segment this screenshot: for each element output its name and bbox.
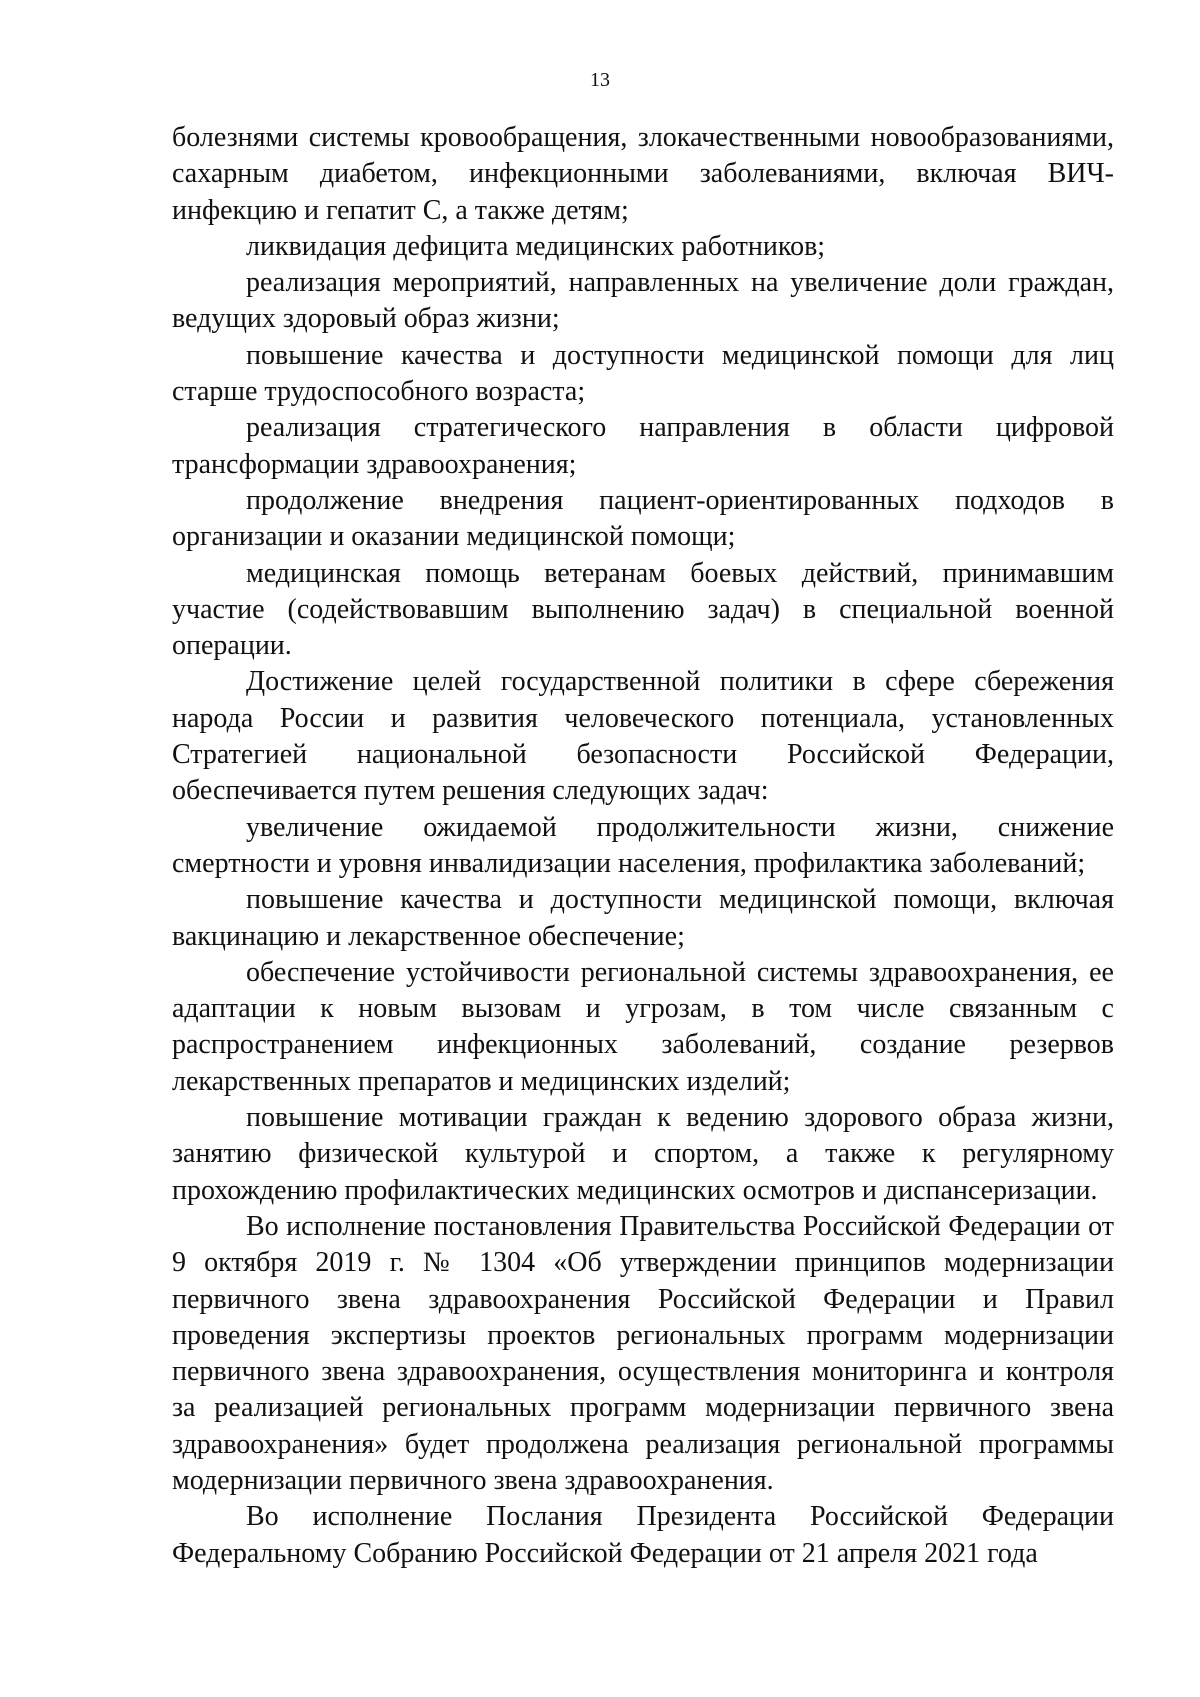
paragraph: медицинская помощь ветеранам боевых действий, принимавшим участие (содействовавшим выполнению задач) в специальной военной операции. xyxy=(172,557,1114,662)
paragraph: Достижение целей государственной политики в сфере сбережения народа России и развития человеческого потенциала, установленных Стратегией национальной безопасности Российской Федерации, обеспечивается путем решения следующих задач: xyxy=(172,666,1114,807)
paragraph: повышение качества и доступности медицинской помощи для лиц старше трудоспособного возраста; xyxy=(172,339,1114,408)
paragraph: ликвидация дефицита медицинских работников; xyxy=(246,230,826,262)
paragraph: повышение мотивации граждан к ведению здорового образа жизни, занятию физической культурой и спортом, а также к регулярному прохождению профилактических медицинских осмотров и диспансеризации. xyxy=(172,1102,1114,1206)
paragraph: Во исполнение постановления Правительства Российской Федерации от 9 октября 2019 г. № 1304 «Об утверждении принципов модернизации первичного звена здравоохранения Российской Федерации и Правил проведения экспертизы проектов региональных программ модернизации первичного звена здравоохранения, осуществления мониторинга и контроля за реализацией региональных программ модернизации первичного звена здравоохранения» будет продолжена реализация региональной программы модернизации первичного звена здравоохранения. xyxy=(172,1210,1114,1496)
paragraph-continuation: болезнями системы кровообращения, злокачественными новообразованиями, сахарным диабетом, инфекционными заболеваниями, включая ВИЧ-инфекцию и гепатит С, а также детям; xyxy=(172,122,1114,226)
paragraph: увеличение ожидаемой продолжительности жизни, снижение смертности и уровня инвалидизации населения, профилактика заболеваний; xyxy=(172,811,1114,879)
document-body xyxy=(172,120,1114,1572)
paragraph: реализация стратегического направления в области цифровой трансформации здравоохранения; xyxy=(172,412,1114,480)
page-number: 13 xyxy=(590,69,610,91)
paragraph: Во исполнение Послания Президента Российской Федерации Федеральному Собранию Российской Федерации от 21 апреля 2021 года xyxy=(172,1501,1114,1569)
paragraph: повышение качества и доступности медицинской помощи, включая вакцинацию и лекарственное обеспечение; xyxy=(172,884,1114,952)
paragraph: обеспечение устойчивости региональной системы здравоохранения, ее адаптации к новым вызовам и угрозам, в том числе связанным с распространением инфекционных заболеваний, создание резервов лекарственных препаратов и медицинских изделий; xyxy=(172,956,1114,1097)
paragraph: реализация мероприятий, направленных на увеличение доли граждан, ведущих здоровый образ жизни; xyxy=(172,267,1114,335)
paragraph: продолжение внедрения пациент-ориентированных подходов в организации и оказании медицинской помощи; xyxy=(172,484,1114,553)
